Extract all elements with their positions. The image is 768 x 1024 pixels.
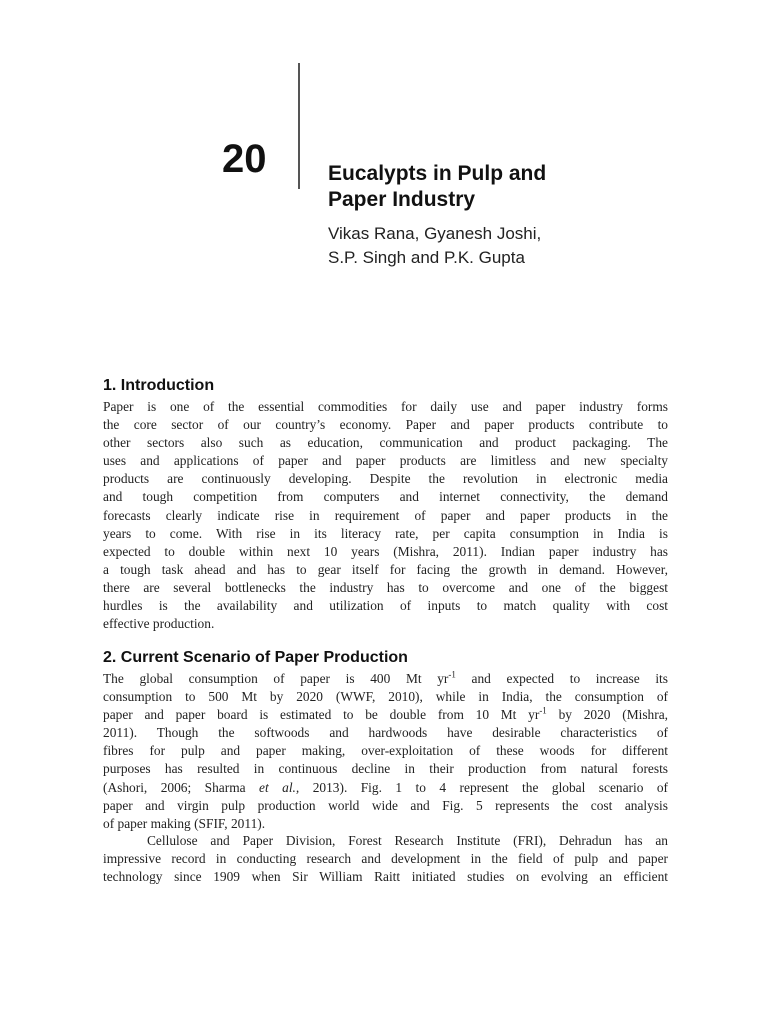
text-line: paper and virgin pulp production world wide and Fig. 5 represents the cost analysis	[103, 797, 668, 813]
text-line: expected to double within next 10 years (Mishra, 2011). Indian paper industry has	[103, 543, 668, 559]
text-fragment: The global consumption of paper is 400 Mt yr	[103, 671, 449, 686]
introduction-paragraph	[103, 398, 668, 633]
superscript: -1	[539, 705, 547, 716]
text-line: years to come. With rise in its literacy rate, per capita consumption in India is	[103, 525, 668, 541]
text-line: fibres for pulp and paper making, over-exploitation of these woods for different	[103, 743, 668, 759]
text-line: effective production.	[103, 616, 215, 632]
authors-line: Vikas Rana, Gyanesh Joshi,	[328, 224, 542, 243]
chapter-title-line: Paper Industry	[328, 188, 476, 211]
text-line: 2011). Though the softwoods and hardwoods have desirable characteristics of	[103, 725, 668, 741]
text-line: other sectors also such as education, communication and product packaging. The	[103, 435, 668, 451]
text-line: consumption to 500 Mt by 2020 (WWF, 2010), while in India, the consumption of	[103, 689, 668, 705]
chapter-number: 20	[222, 137, 267, 181]
text-line: of paper making (SFIF, 2011).	[103, 815, 266, 831]
current-scenario-paragraph	[103, 670, 668, 833]
section-heading-introduction: 1. Introduction	[103, 377, 215, 394]
chapter-title	[328, 161, 628, 213]
text-line: and tough competition from computers and internet connectivity, the demand	[103, 489, 668, 505]
text-line: technology since 1909 when Sir William Raitt initiated studies on evolving an efficient	[103, 869, 668, 885]
chapter-authors	[328, 222, 628, 270]
section-heading-current-scenario: 2. Current Scenario of Paper Production	[103, 649, 408, 666]
text-fragment: and expected to increase its	[455, 671, 668, 686]
chapter-title-line: Eucalypts in Pulp and	[328, 162, 547, 185]
chapter-divider-rule	[298, 63, 300, 189]
text-line: Cellulose and Paper Division, Forest Research Institute (FRI), Dehradun has an	[147, 833, 668, 848]
text-line: products are continuously developing. Despite the revolution in electronic media	[103, 471, 668, 487]
text-line: there are several bottlenecks the industry has to overcome and one of the biggest	[103, 579, 668, 595]
text-line	[103, 670, 668, 688]
text-line	[103, 706, 668, 724]
authors-line: S.P. Singh and P.K. Gupta	[328, 248, 525, 267]
superscript: -1	[448, 669, 456, 680]
fri-paragraph	[103, 832, 668, 886]
text-line: hurdles is the availability and utilization of inputs to match quality with cost	[103, 598, 668, 614]
text-fragment: paper and paper board is estimated to be double from 10 Mt yr	[103, 707, 540, 723]
text-line: the core sector of our country’s economy. Paper and paper products contribute to	[103, 417, 668, 433]
text-line: a tough task ahead and has to gear itself for facing the growth in demand. However,	[103, 561, 668, 577]
text-fragment: 2013). Fig. 1 to 4 represent the global scenario of	[299, 779, 669, 795]
text-line: forecasts clearly indicate rise in requirement of paper and paper products in the	[103, 507, 668, 523]
text-line: Paper is one of the essential commodities for daily use and paper industry forms	[103, 399, 668, 414]
text-line	[103, 779, 668, 797]
italic-fragment: et al.,	[259, 779, 300, 795]
text-line: purposes has resulted in continuous decline in their production from natural forests	[103, 761, 668, 777]
text-fragment: by 2020 (Mishra,	[546, 707, 668, 723]
text-line: impressive record in conducting research and development in the field of pulp and paper	[103, 851, 668, 867]
text-fragment: (Ashori, 2006; Sharma	[103, 779, 260, 795]
text-line: uses and applications of paper and paper products are limitless and new specialty	[103, 453, 668, 469]
